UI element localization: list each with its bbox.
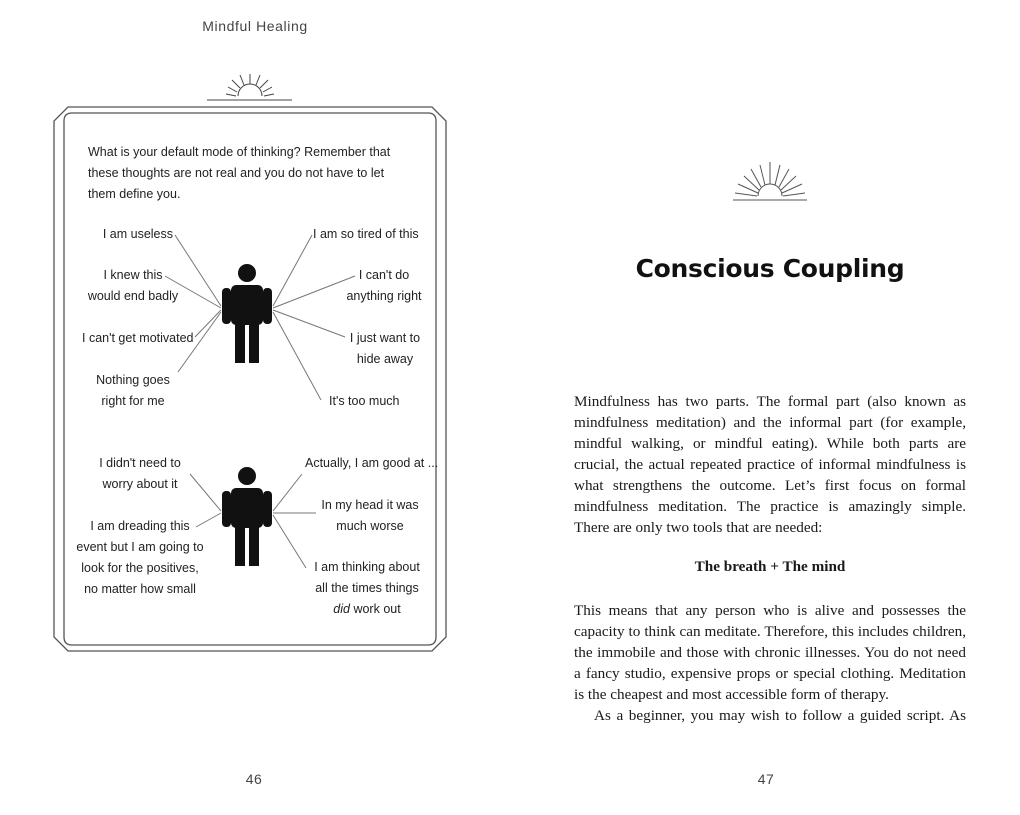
thought-label: I am thinking about all the times things did work out [314,560,420,616]
thought-label: It's too much [329,394,400,408]
page-number-right: 47 [757,771,775,787]
intro-text: What is your default mode of thinking? Remember that these thoughts are not real and you do not have to let them define you. [88,145,391,201]
person-icon [222,467,272,566]
body-paragraph-1: Mindfulness has two parts. The formal part (also known as mindfulness meditation) and the informal part (for example, mindful walking, or mindful eating). While both parts are crucial, the actual repeated practice of informal mindfulness is what strengthens the outcome. Let’s first focus on formal mindfulness meditation. The practice is amazingly simple. There are only two tools that are needed: [574,393,966,536]
thought-label: I am dreading this event but I am going to look for the positives, no matter how small [76,519,204,596]
thought-label: I can't get motivated [82,331,194,345]
thought-label: Actually, I am good at ... [305,456,439,470]
formula-line: The breath + The mind [694,558,846,575]
thought-label: I knew this would end badly [87,268,179,303]
sunrise-icon [733,162,807,200]
thought-label: I didn't need to worry about it [99,456,181,491]
running-head: Mindful Healing [202,18,308,34]
thought-label: I am useless [102,227,173,241]
thought-label: In my head it was much worse [321,498,419,533]
body-paragraph-3: As a beginner, you may wish to follow a guided script. As [594,707,966,724]
thought-label: Nothing goes right for me [96,373,170,408]
chapter-title: Conscious Coupling [635,254,905,283]
page-number-left: 46 [245,771,263,787]
body-paragraph-2: This means that any person who is alive and possesses the capacity to think can meditate. Therefore, this includes children, the immobile and those with chronic illnesses. You do not need a fancy studio, expensive props or special clothing. Meditation is the cheapest and most accessible form of therapy. As a beginner, you may wish to follow a guided script. As [574,602,966,724]
thought-label: I am so tired of this [313,227,419,241]
thought-label: I just want to hide away [349,331,421,366]
sunrise-icon [207,74,292,100]
person-icon [222,264,272,363]
thought-label: I can't do anything right [346,268,422,303]
